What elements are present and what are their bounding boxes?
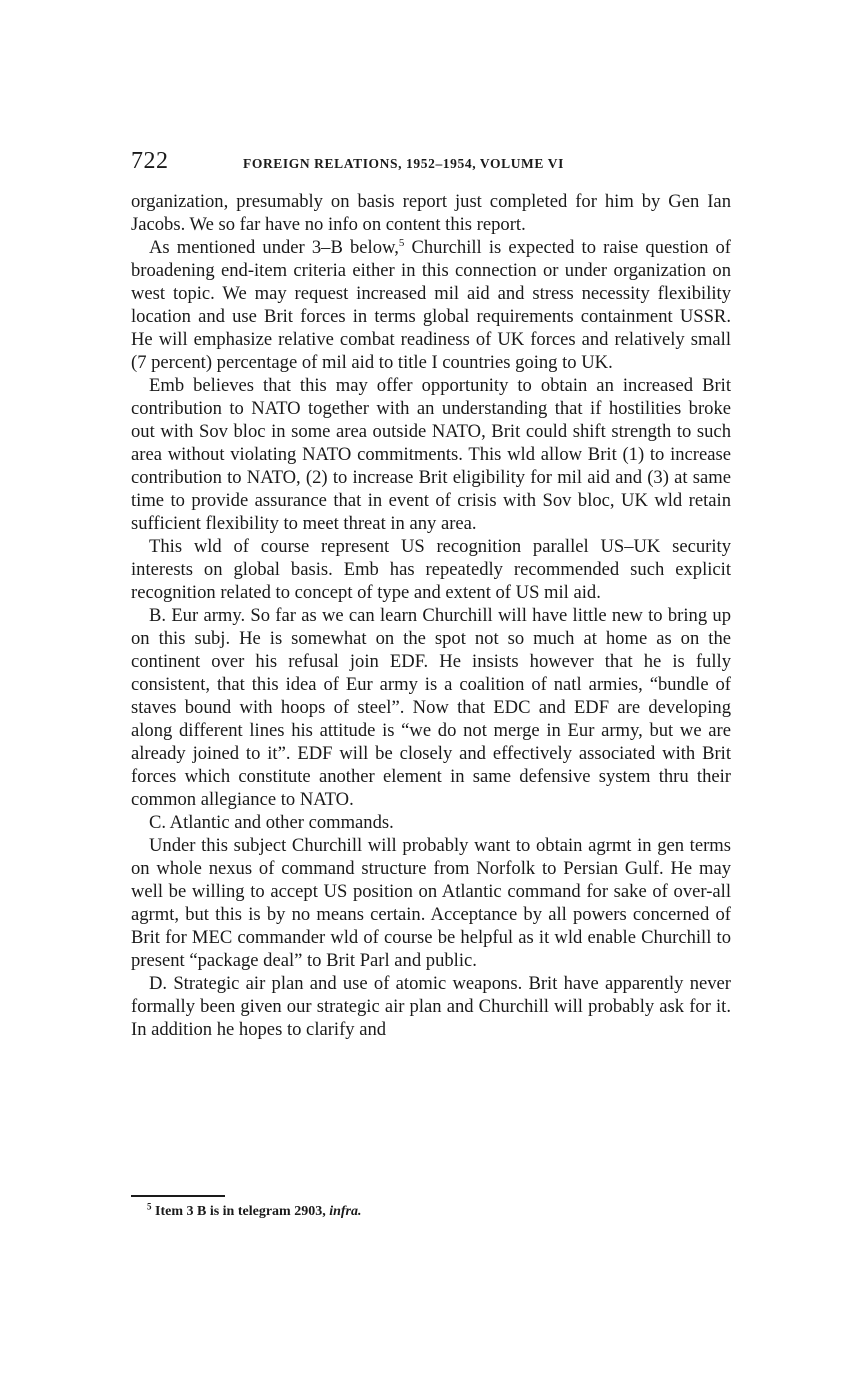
body-text (131, 190, 731, 1041)
paragraph: organization, presumably on basis report just completed for him by Gen Ian Jacobs. We so far have no info on content this report. (131, 191, 731, 235)
paragraph: Under this subject Churchill will probably want to obtain agrmt in gen terms on whole nexus of command structure from Norfolk to Persian Gulf. He may well be willing to accept US position on Atlantic command for sake of over-all agrmt, but this is by no means certain. Acceptance by all powers concerned of Brit for MEC commander wld of course be helpful as it wld enable Churchill to present “package deal” to Brit Parl and public. (131, 835, 731, 971)
running-head: FOREIGN RELATIONS, 1952–1954, VOLUME VI (243, 156, 564, 171)
footnote (147, 1203, 731, 1221)
footnote-text: Item 3 B is in telegram 2903, (151, 1204, 330, 1219)
footnote-italic: infra. (329, 1204, 362, 1219)
paragraph: D. Strategic air plan and use of atomic weapons. Brit have apparently never formally been given our strategic air plan and Churchill will probably ask for it. In addition he hopes to clarify and (131, 973, 731, 1040)
paragraph: As mentioned under 3–B below,$^5$ Churchill is expected to raise question of broadening end-item criteria either in this connection or under organization on west topic. We may request increased mil aid and stress necessity flexibility location and use Brit forces in terms global requirements containment USSR. He will emphasize relative combat readiness of UK forces and relatively small (7 percent) percentage of mil aid to title I countries going to UK. (131, 236, 731, 373)
page-header (131, 148, 731, 178)
paragraph: C. Atlantic and other commands. (149, 812, 394, 833)
paragraph: Emb believes that this may offer opportunity to obtain an increased Brit contribution to NATO together with an understanding that if hostilities broke out with Sov bloc in some area outside NATO, Brit could shift strength to such area without violating NATO commitments. This wld allow Brit (1) to increase contribution to NATO, (2) to increase Brit eligibility for mil aid and (3) at same time to provide assurance that in event of crisis with Sov bloc, UK wld retain sufficient flexibility to meet threat in any area. (131, 375, 731, 534)
page-number: 722 (131, 148, 169, 174)
footnote-ref: 5 (398, 236, 405, 249)
paragraph: B. Eur army. So far as we can learn Churchill will have little new to bring up on this subj. He is somewhat on the spot not so much at home as on the continent over his refusal join EDF. He insists however that he is fully consistent, that this idea of Eur army is a coalition of natl armies, “bundle of staves bound with hoops of steel”. Now that EDC and EDF are developing along different lines his attitude is “we do not merge in Eur army, but we are already joined to it”. EDF will be closely and effectively associated with Brit forces which constitute another element in same defensive system thru their common allegiance to NATO. (131, 605, 731, 810)
paragraph: This wld of course represent US recognition parallel US–UK security interests on global basis. Emb has repeatedly recommended such explicit recognition related to concept of type and extent of US mil aid. (131, 536, 731, 603)
footnote-marker: 5 (147, 1201, 152, 1212)
footnote-divider (131, 1195, 225, 1197)
